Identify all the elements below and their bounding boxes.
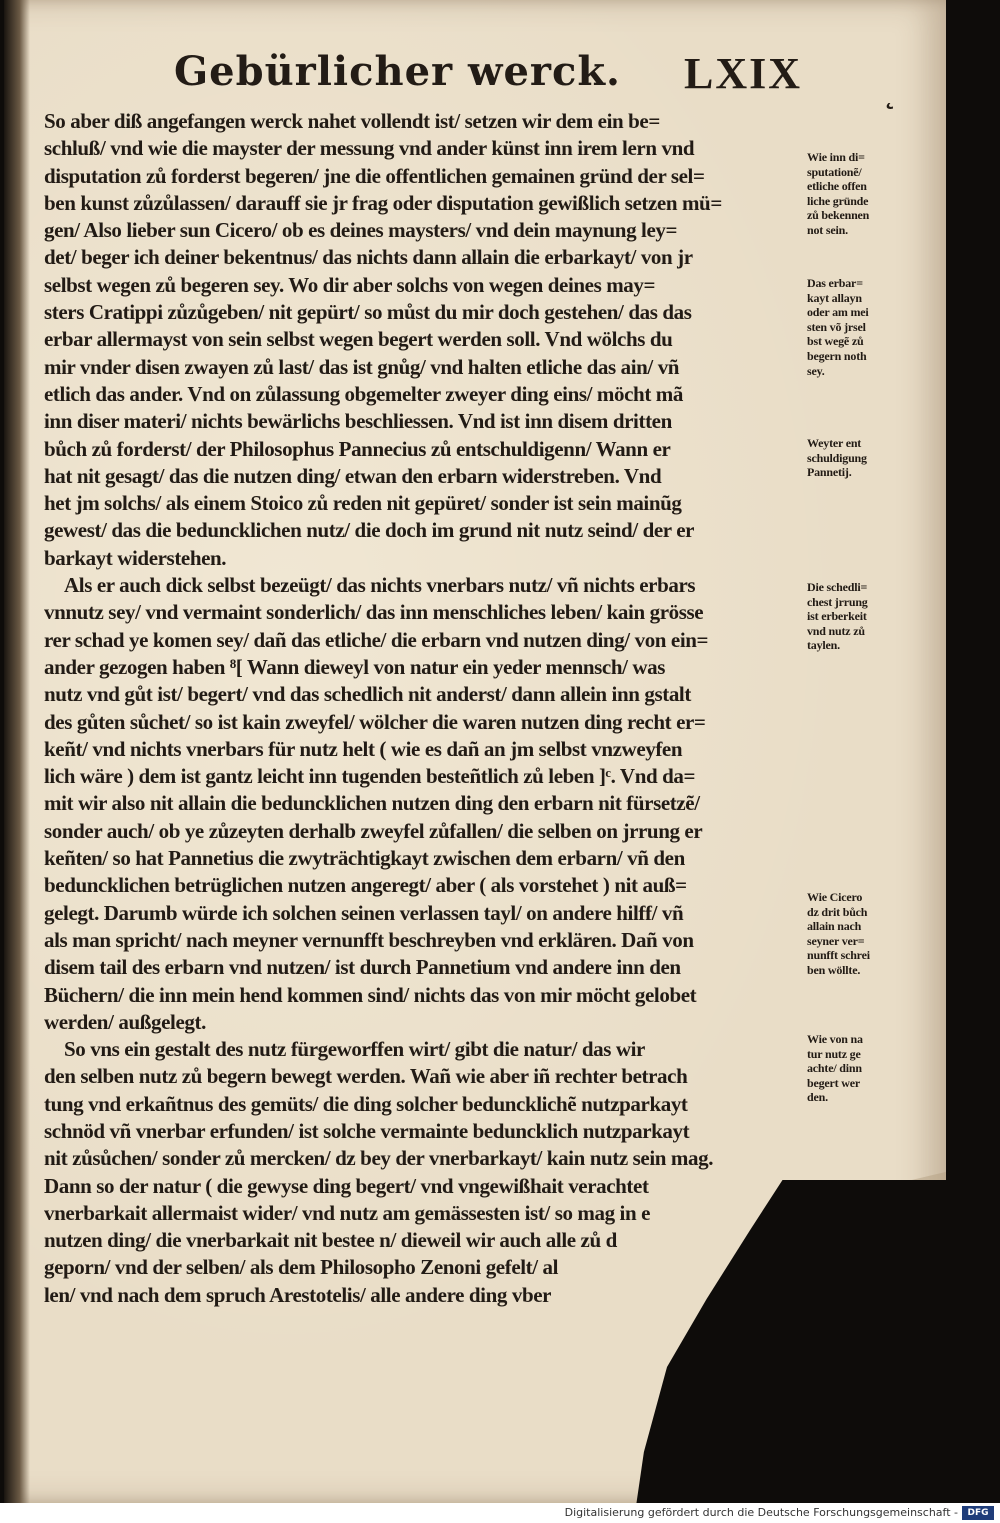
margin-note-line: Das erbar=: [807, 276, 863, 290]
text-line: keñt/ vnd nichts vnerbars für nutz helt ( wie es dañ an jm selbst vnzweyfen: [44, 736, 683, 761]
text-line: schnöd vñ vnerbar erfunden/ ist solche vermainte beduncklich nutzparkayt: [44, 1118, 690, 1143]
text-line: rer schad ye komen sey/ dañ das etliche/ die erbarn vnd nutzen ding/ von ein=: [44, 627, 709, 652]
text-line: det/ beger ich deiner bekentnus/ das nichts dann allain die erbarkayt/ von jr: [44, 245, 693, 270]
text-line: bůch zů forderst/ der Philosophus Pannecius zů entschuldigenn/ Wann er: [44, 436, 671, 461]
margin-note-line: seyner ver=: [807, 933, 865, 948]
text-line: disputation zů forderst begeren/ jne die offentlichen gemainen gründ der sel=: [44, 163, 705, 188]
margin-note-line: not sein.: [807, 222, 848, 237]
text-line: sters Cratippi zůzůgeben/ nit gepürt/ so můst du mir doch gestehen/ das das: [44, 300, 692, 325]
book-spine-shadow: [4, 0, 30, 1503]
margin-note-line: begern noth: [807, 348, 867, 363]
digitization-footer: [0, 1503, 1000, 1523]
dfg-logo: DFG: [962, 1506, 994, 1520]
text-line: nutzen ding/ die vnerbarkait nit bestee n/ dieweil wir auch alle zů d: [44, 1228, 617, 1253]
margin-note-line: begert wer: [807, 1075, 860, 1090]
text-line: So aber diß angefangen werck nahet vollendt ist/ setzen wir dem ein be=: [44, 109, 660, 133]
margin-note-line: ist erberkeit: [807, 609, 867, 624]
text-line: erbar allermayst von sein selbst wegen begert werden soll. Vnd wölchs du: [44, 327, 673, 352]
text-line: des gůten sůchet/ so ist kain zweyfel/ wölcher die waren nutzen ding recht er=: [44, 709, 706, 734]
margin-note-line: nunfft schrei: [807, 948, 870, 963]
text-line: keñten/ so hat Pannetius die zwyträchtigkayt zwischen dem erbarn/ vñ den: [44, 846, 685, 871]
text-line: werden/ außgelegt.: [44, 1009, 206, 1034]
text-line: schluß/ vnd wie die mayster der messung vnd ander künst inn irem lern vnd: [44, 136, 695, 161]
text-line: Als er auch dick selbst bezeügt/ das nichts vnerbars nutz/ vñ nichts erbars: [64, 573, 696, 598]
margin-note-line: ben wöllte.: [807, 962, 861, 977]
text-line: tung vnd erkañtnus des gemüts/ die ding solcher beduncklichẽ nutzparkayt: [44, 1091, 688, 1116]
margin-note-line: tur nutz ge: [807, 1046, 861, 1061]
text-line: lich wäre ) dem ist gantz leicht inn tugenden besteñtlich zů leben ]ᶜ. Vnd da=: [44, 764, 696, 789]
text-line: het jm solchs/ als einem Stoico zů reden nit gepüret/ sonder ist sein mainũg: [44, 491, 682, 516]
text-line: nutz vnd gůt ist/ begert/ vnd das schedlich nit anderst/ dann allein inn gstalt: [44, 682, 691, 707]
margin-note-line: vnd nutz zů: [807, 623, 865, 638]
text-line: len/ vnd nach dem spruch Arestotelis/ alle andere ding vber: [44, 1282, 552, 1307]
margin-note-line: Pannetij.: [807, 465, 852, 480]
margin-note-line: Wie von na: [807, 1032, 863, 1046]
margin-note-line: Die schedli=: [807, 580, 868, 594]
text-line: gewest/ das die beduncklichen nutz/ die doch im grund nit nutz seind/ der er: [44, 518, 695, 543]
margin-note-3: [807, 436, 907, 480]
text-line: den selben nutz zů begern bewegt werden. Wañ wie aber iñ rechter betrach: [44, 1064, 688, 1089]
book-page: [4, 0, 946, 1503]
text-line: nit zůsůchen/ sonder zů mercken/ dz bey der vnerbarkayt/ kain nutz sein mag.: [44, 1146, 714, 1171]
margin-note-line: oder am mei: [807, 305, 869, 320]
text-line: vnerbarkait allermaist wider/ vnd nutz am gemässesten ist/ so mag in e: [44, 1200, 651, 1225]
text-line: gen/ Also lieber sun Cicero/ ob es deines maysters/ vnd dein maynung ley=: [44, 218, 678, 243]
printer-mark: ˛: [882, 76, 897, 111]
text-line: inn diser materi/ nichts bewärlichs beschliessen. Vnd ist inn disem dritten: [44, 409, 672, 434]
text-line: mit wir also nit allain die beduncklichen nutzen ding den erbarn nit fürsetzẽ/: [44, 791, 700, 816]
margin-note-line: zů bekennen: [807, 208, 870, 223]
footer-credit: Digitalisierung gefördert durch die Deutsche Forschungsgemeinschaft -: [564, 1506, 958, 1519]
text-line: etlich das ander. Vnd on zůlassung obgemelter zweyer ding eins/ möcht mã: [44, 381, 683, 406]
margin-note-line: achte/ dinn: [807, 1061, 862, 1076]
margin-note-line: chest jrrung: [807, 594, 868, 609]
text-line: geporn/ vnd der selben/ als dem Philosopho Zenoni gefelt/ al: [44, 1255, 559, 1280]
text-line: ben kunst zůzůlassen/ darauff sie jr frag oder disputation gewißlich setzen mü=: [44, 190, 722, 215]
margin-note-line: kayt allayn: [807, 290, 862, 305]
margin-note-line: den.: [807, 1090, 828, 1105]
margin-note-line: sey.: [807, 363, 825, 378]
margin-note-6: [807, 1032, 907, 1105]
text-line: Dann so der natur ( die gewyse ding begert/ vnd vngewißhait verachtet: [44, 1173, 649, 1198]
margin-note-line: liche gründe: [807, 193, 869, 208]
text-line: hat nit gesagt/ das die nutzen ding/ etwan den erbarn widerstreben. Vnd: [44, 463, 662, 488]
margin-note-1: [807, 150, 907, 238]
margin-note-2: [807, 276, 907, 378]
text-line: disem tail des erbarn vnd nutzen/ ist durch Pannetium vnd andere inn den: [44, 955, 681, 980]
margin-note-line: schuldigung: [807, 450, 867, 465]
margin-note-line: Wie Cicero: [807, 890, 863, 904]
text-line: sonder auch/ ob ye zůzeyten derhalb zweyfel zůfallen/ die selben on jrrung er: [44, 818, 703, 843]
margin-note-line: sputationẽ/: [807, 164, 862, 179]
folio-number: LXIX: [684, 49, 803, 98]
text-line: ander gezogen haben ⁸[ Wann dieweyl von natur ein yeder mennsch/ was: [44, 654, 666, 679]
margin-note-line: Wie inn di=: [807, 150, 865, 164]
margin-note-line: taylen.: [807, 638, 840, 653]
text-line: mir vnder disen zwayen zů last/ das ist gnůg/ vnd halten etliche das ain/ vñ: [44, 354, 680, 379]
margin-note-line: dz drit bůch: [807, 904, 868, 919]
margin-note-line: allain nach: [807, 919, 862, 934]
text-line: als man spricht/ nach meyner vernunfft beschreyben vnd erklären. Dañ von: [44, 927, 694, 952]
text-line: vnnutz sey/ vnd vermaint sonderlich/ das inn menschliches leben/ kain grösse: [44, 600, 704, 625]
text-line: Büchern/ die inn mein hend kommen sind/ nichts das von mir möcht gelobet: [44, 982, 697, 1007]
text-line: beduncklichen betrüglichen nutzen angeregt/ aber ( als vorstehet ) nit auß=: [44, 873, 687, 898]
margin-note-line: Weyter ent: [807, 436, 862, 450]
text-line: gelegt. Darumb würde ich solchen seinen verlassen tayl/ on andere hilff/ vñ: [44, 900, 684, 925]
main-text-block: [44, 108, 804, 1309]
margin-note-line: bst wegẽ zů: [807, 334, 864, 349]
margin-note-5: [807, 890, 907, 978]
text-line: So vns ein gestalt des nutz fürgeworffen wirt/ gibt die natur/ das wir: [64, 1037, 645, 1062]
page-header: [174, 48, 814, 108]
margin-note-line: etliche offen: [807, 179, 867, 194]
running-title: Gebürlicher werck.: [174, 48, 621, 95]
text-line: selbst wegen zů begeren sey. Wo dir aber solchs von wegen deines may=: [44, 272, 656, 297]
text-line: barkayt widerstehen.: [44, 545, 227, 570]
margin-note-4: [807, 580, 907, 653]
margin-note-line: sten võ jrsel: [807, 319, 866, 334]
